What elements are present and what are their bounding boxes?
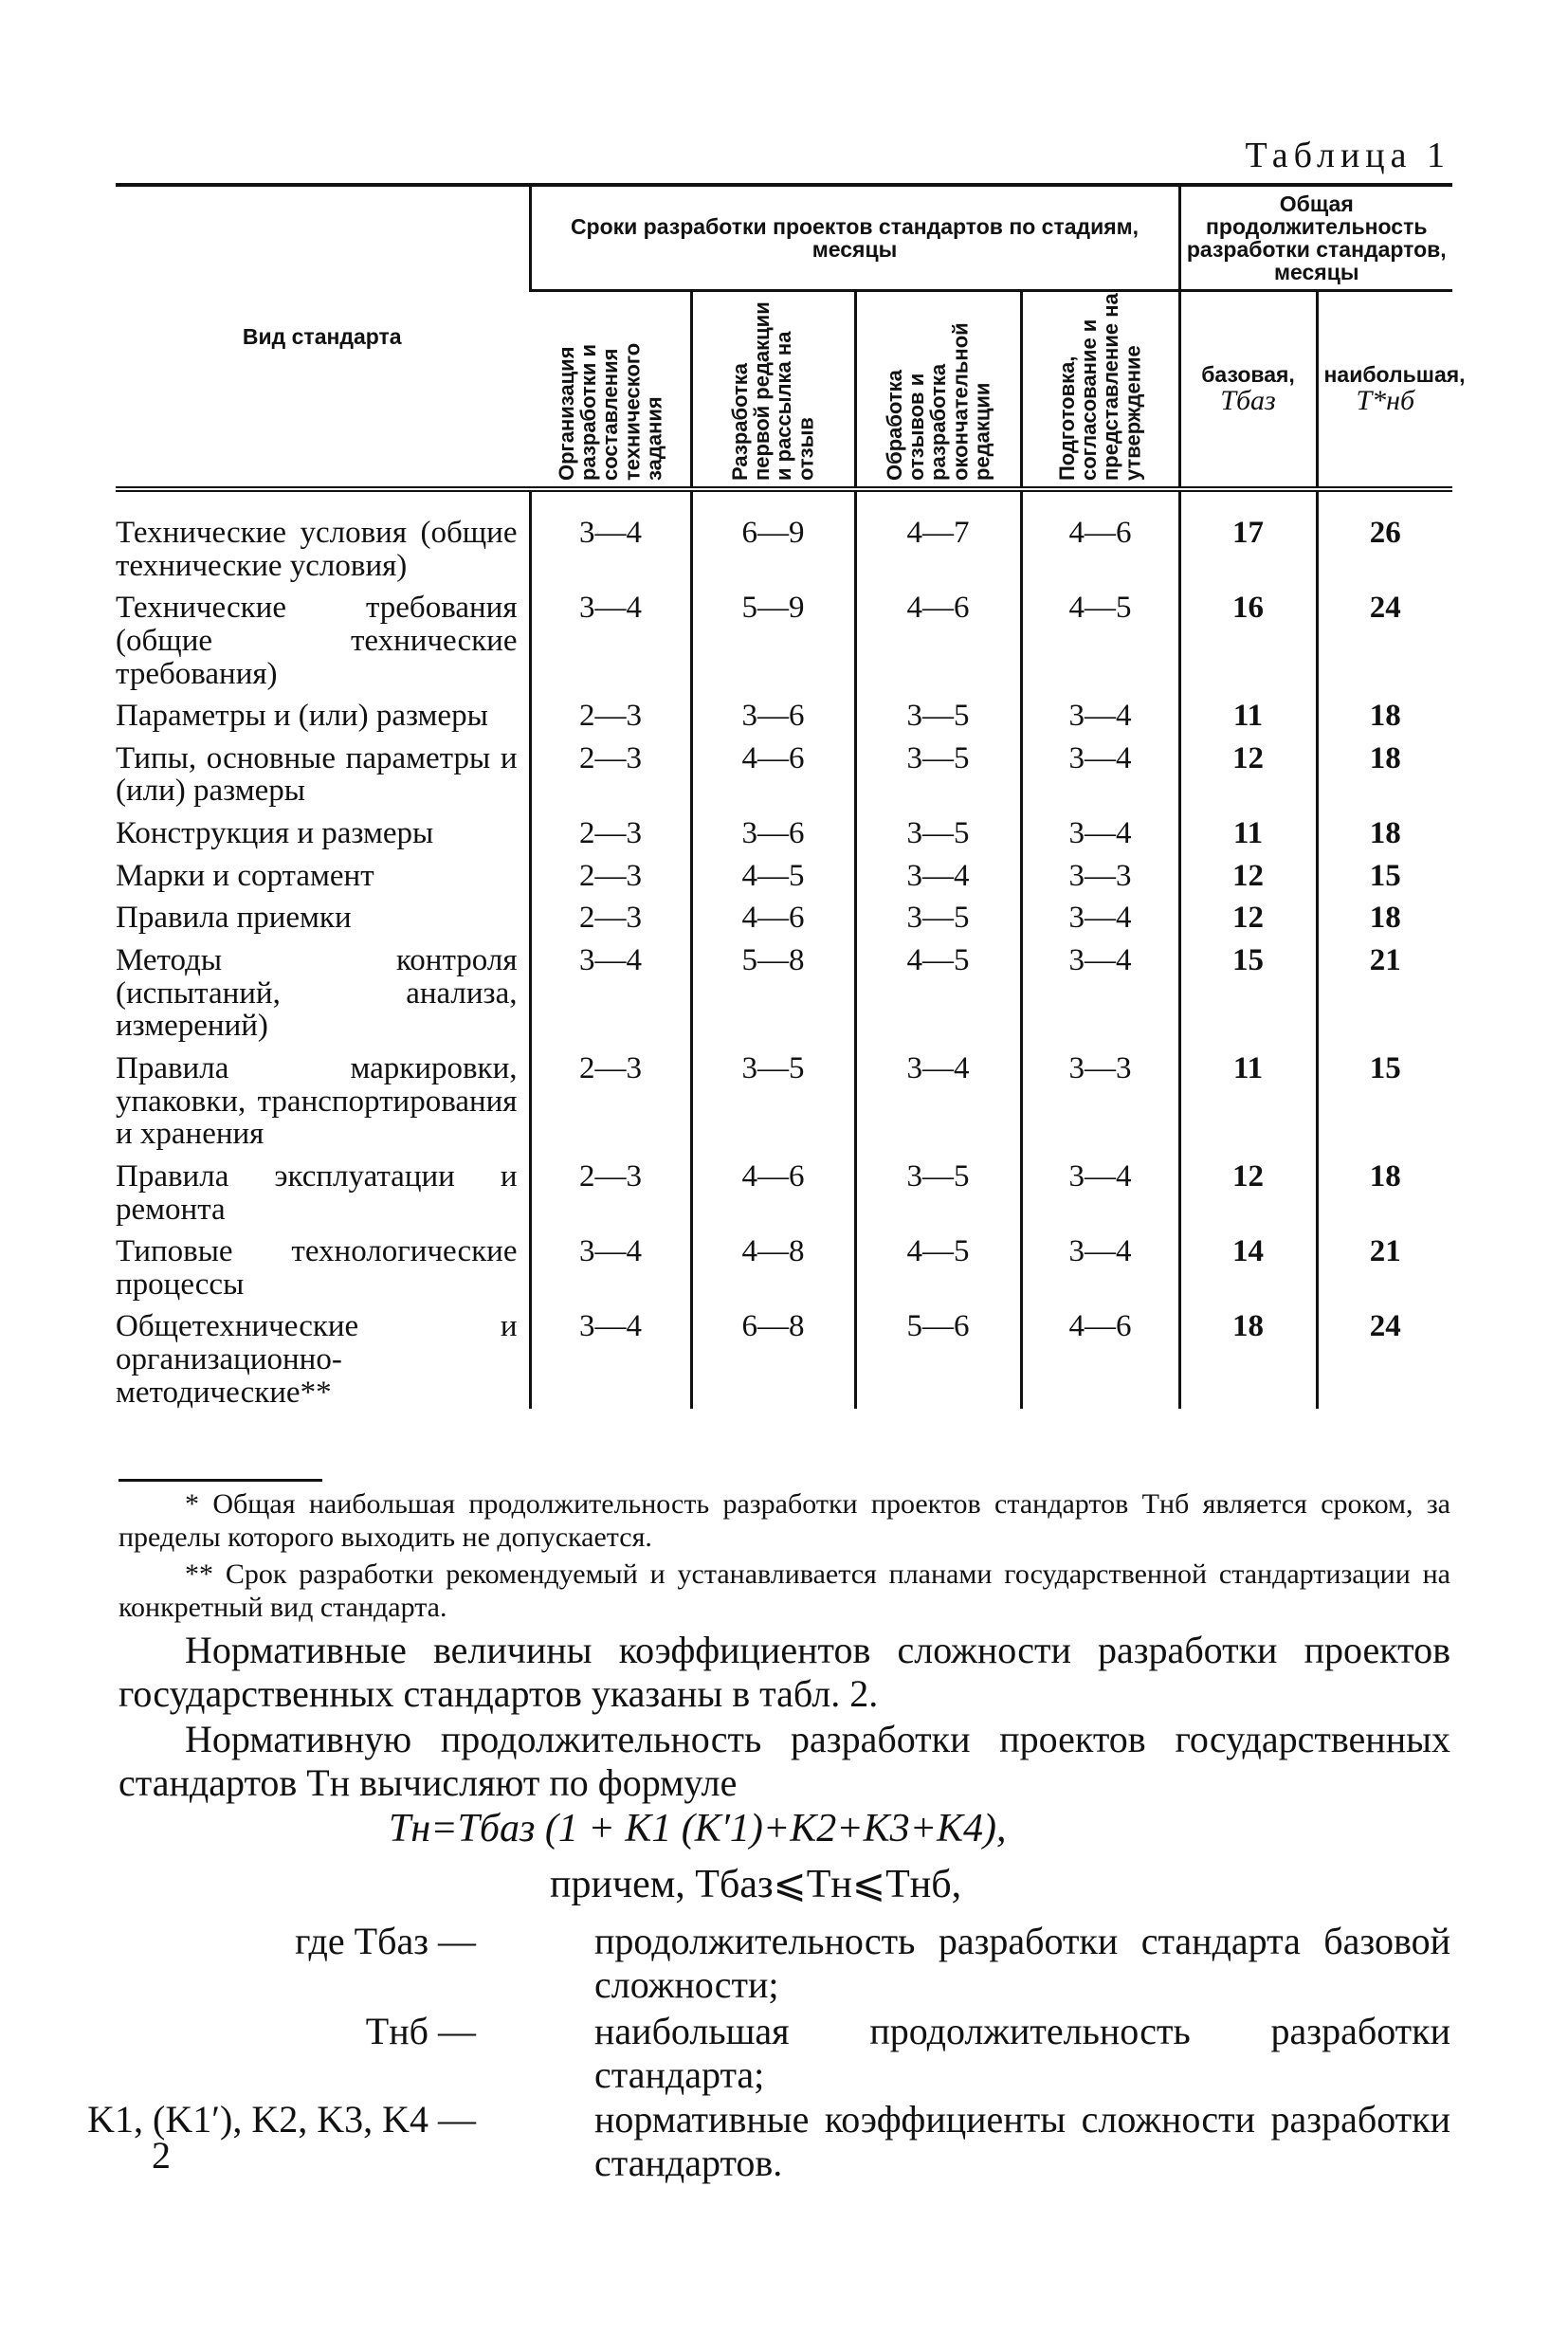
cell-s4: 3—3 (1021, 1043, 1179, 1151)
cell-kind: Параметры и (или) размеры (116, 699, 488, 734)
cell-s3: 4—5 (855, 935, 1021, 1043)
table-row (116, 935, 1452, 1043)
cell-max: 15 (1317, 1043, 1452, 1151)
cell-s4: 3—4 (1021, 892, 1179, 935)
cell-kind: Правила приемки (116, 901, 352, 936)
cell-s2: 4—6 (691, 733, 855, 808)
cell-s3: 3—5 (855, 733, 1021, 808)
cell-s4: 3—4 (1021, 733, 1179, 808)
table-row (116, 1151, 1452, 1226)
table-row (116, 1226, 1452, 1301)
cell-s1: 2—3 (530, 808, 691, 850)
cell-s2: 4—6 (691, 1151, 855, 1226)
cell-s4: 4—5 (1021, 582, 1179, 690)
cell-s1: 2—3 (530, 850, 691, 893)
cell-max: 26 (1317, 489, 1452, 582)
cell-s1: 3—4 (530, 935, 691, 1043)
cell-kind: Типы, основные параметры и (или) размеры (116, 740, 518, 809)
definition-1-text: продолжительность разработки стандарта базовой сложности; (594, 1920, 1450, 2006)
header-stage-1: Организация разработки и составления технического задания (530, 291, 691, 490)
cell-base: 12 (1179, 1151, 1317, 1226)
table-row (116, 582, 1452, 690)
cell-s2: 5—8 (691, 935, 855, 1043)
cell-max: 15 (1317, 850, 1452, 893)
cell-base: 17 (1179, 489, 1317, 582)
cell-s2: 3—5 (691, 1043, 855, 1151)
header-stage-4: Подготовка, согласование и представление на утверждение (1021, 291, 1179, 490)
cell-max: 21 (1317, 1226, 1452, 1301)
table-caption: Таблица 1 (1245, 136, 1450, 175)
cell-s4: 3—4 (1021, 1226, 1179, 1301)
cell-s1: 3—4 (530, 1226, 691, 1301)
header-stages-group: Сроки разработки проектов стандартов по стадиям, месяцы (530, 185, 1179, 291)
table-body (116, 489, 1452, 1409)
cell-s3: 4—5 (855, 1226, 1021, 1301)
cell-kind: Типовые технологические процессы (116, 1234, 518, 1302)
cell-base: 11 (1179, 1043, 1317, 1151)
header-kind: Вид стандарта (116, 185, 530, 489)
cell-s3: 3—5 (855, 892, 1021, 935)
cell-base: 11 (1179, 808, 1317, 850)
cell-s3: 4—6 (855, 582, 1021, 690)
cell-base: 15 (1179, 935, 1317, 1043)
cell-s2: 3—6 (691, 808, 855, 850)
cell-max: 18 (1317, 808, 1452, 850)
cell-s1: 2—3 (530, 892, 691, 935)
cell-s3: 4—7 (855, 489, 1021, 582)
header-total-group: Общая продолжительность разработки стандартов, месяцы (1179, 185, 1452, 291)
cell-max: 21 (1317, 935, 1452, 1043)
table-row (116, 1301, 1452, 1409)
paragraph-1: Нормативные величины коэффициентов сложности разработки проектов государственных стандартов указаны в табл. 2. (119, 1629, 1450, 1715)
cell-s1: 2—3 (530, 733, 691, 808)
header-max-symbol: T*нб (1356, 384, 1415, 416)
cell-kind: Общетехнические и организационно-методические** (116, 1309, 518, 1410)
cell-base: 12 (1179, 892, 1317, 935)
header-stage-3: Обработка отзывов и разработка окончательной редакции (855, 291, 1021, 490)
formula-main: Tн=Tбаз (1 + K1 (K′1)+K2+K3+K4), (389, 1807, 1007, 1850)
table-row (116, 892, 1452, 935)
cell-s1: 3—4 (530, 582, 691, 690)
cell-s3: 3—5 (855, 808, 1021, 850)
cell-s3: 3—4 (855, 1043, 1021, 1151)
cell-max: 18 (1317, 690, 1452, 733)
table-row (116, 489, 1452, 582)
table-row (116, 808, 1452, 850)
cell-s3: 3—5 (855, 690, 1021, 733)
definition-3-text: нормативные коэффициенты сложности разработки стандартов. (594, 2098, 1450, 2184)
cell-kind: Конструкция и размеры (116, 816, 434, 851)
cell-s3: 3—5 (855, 1151, 1021, 1226)
footnote-1: * Общая наибольшая продолжительность разработки проектов стандартов Tнб является сроком, за пределы которого выходить не допускается. (119, 1488, 1450, 1553)
cell-max: 18 (1317, 1151, 1452, 1226)
cell-base: 12 (1179, 733, 1317, 808)
cell-max: 24 (1317, 582, 1452, 690)
cell-kind: Методы контроля (испытаний, анализа, измерений) (116, 943, 518, 1044)
cell-base: 11 (1179, 690, 1317, 733)
header-max (1317, 291, 1466, 490)
cell-kind: Правила эксплуатации и ремонта (116, 1158, 518, 1227)
paragraph-2: Нормативную продолжительность разработки проектов государственных стандартов Tн вычисляют по формуле (119, 1718, 1450, 1804)
cell-base: 18 (1179, 1301, 1317, 1409)
table-row (116, 1043, 1452, 1151)
table-row (116, 850, 1452, 893)
cell-s3: 5—6 (855, 1301, 1021, 1409)
cell-s4: 3—4 (1021, 935, 1179, 1043)
cell-s4: 3—4 (1021, 808, 1179, 850)
cell-s1: 2—3 (530, 1151, 691, 1226)
cell-s2: 5—9 (691, 582, 855, 690)
cell-s4: 3—4 (1021, 690, 1179, 733)
cell-max: 18 (1317, 892, 1452, 935)
cell-base: 14 (1179, 1226, 1317, 1301)
cell-s2: 4—5 (691, 850, 855, 893)
definition-2-term: Tнб — (365, 2010, 476, 2052)
cell-base: 16 (1179, 582, 1317, 690)
cell-s1: 2—3 (530, 1043, 691, 1151)
footnote-rule (119, 1479, 322, 1482)
cell-s2: 4—6 (691, 892, 855, 935)
definition-1-term: где Tбаз — (295, 1920, 476, 1962)
cell-s2: 6—9 (691, 489, 855, 582)
header-base-label: базовая, (1201, 361, 1295, 387)
header-stage-2: Разработка первой редакции и рассылка на отзыв (691, 291, 855, 490)
formula-condition: причем, Tбаз⩽Tн⩽Tнб, (550, 1863, 962, 1906)
definition-2-text: наибольшая продолжительность разработки стандарта; (594, 2010, 1450, 2096)
cell-kind: Правила маркировки, упаковки, транспортирования и хранения (116, 1050, 518, 1152)
header-base (1179, 291, 1317, 490)
definition-3-term: K1, (K1′), K2, K3, K4 — (87, 2098, 476, 2141)
cell-s1: 3—4 (530, 1301, 691, 1409)
cell-s3: 3—4 (855, 850, 1021, 893)
cell-s4: 4—6 (1021, 1301, 1179, 1409)
cell-s1: 2—3 (530, 690, 691, 733)
cell-base: 12 (1179, 850, 1317, 893)
cell-s1: 3—4 (530, 489, 691, 582)
cell-s4: 3—3 (1021, 850, 1179, 893)
page-number: 2 (152, 2134, 171, 2177)
cell-kind: Марки и сортамент (116, 858, 374, 893)
cell-max: 18 (1317, 733, 1452, 808)
cell-s2: 4—8 (691, 1226, 855, 1301)
header-max-label: наибольшая, (1323, 361, 1466, 387)
table-row (116, 690, 1452, 733)
table-row (116, 733, 1452, 808)
cell-s4: 4—6 (1021, 489, 1179, 582)
cell-s2: 3—6 (691, 690, 855, 733)
cell-kind: Технические требования (общие технические требования) (116, 591, 518, 691)
cell-max: 24 (1317, 1301, 1452, 1409)
footnote-2: ** Срок разработки рекомендуемый и устанавливается планами государственной стандартизации на конкретный вид стандарта. (119, 1558, 1450, 1623)
cell-s4: 3—4 (1021, 1151, 1179, 1226)
standards-timeline-table (116, 183, 1466, 1410)
cell-s2: 6—8 (691, 1301, 855, 1409)
header-base-symbol: Tбаз (1220, 384, 1276, 416)
cell-kind: Технические условия (общие технические условия) (116, 516, 518, 583)
